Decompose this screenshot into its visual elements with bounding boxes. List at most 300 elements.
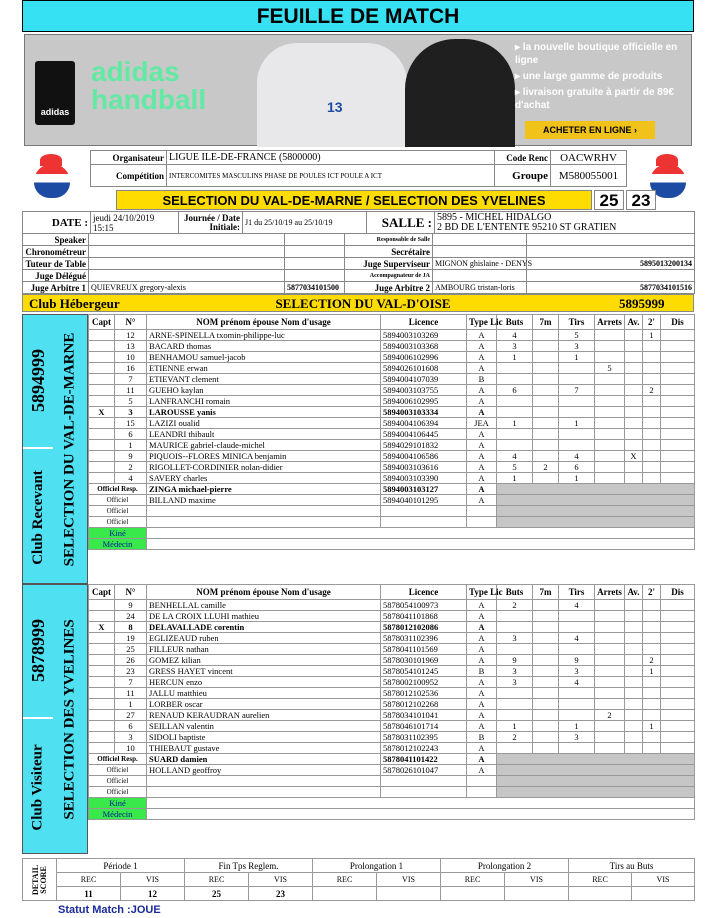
player-7m	[533, 732, 559, 743]
player-shots	[559, 374, 595, 385]
player-licence-type: A	[467, 699, 497, 710]
player-goals	[497, 396, 533, 407]
player-licence-type: A	[467, 363, 497, 374]
player-warning	[625, 407, 643, 418]
player-goals	[497, 699, 533, 710]
player-row	[89, 655, 695, 666]
period-header: Tirs au Buts	[569, 859, 695, 873]
adidas-banner[interactable]	[24, 34, 692, 146]
staff-blank	[497, 776, 695, 787]
player-2min	[643, 451, 661, 462]
player-warning	[625, 688, 643, 699]
organisateur-value: LIGUE ILE-DE-FRANCE (5800000)	[167, 151, 495, 165]
player-name: SIDOLI baptiste	[147, 732, 381, 743]
staff-blank	[497, 787, 695, 798]
rec-label: REC	[569, 873, 632, 887]
player-shots: 3	[559, 341, 595, 352]
player-licence: 5894026101608	[381, 363, 467, 374]
player-captain	[89, 341, 115, 352]
player-shots: 9	[559, 655, 595, 666]
player-number: 5	[115, 396, 147, 407]
player-photo-icon: 13	[257, 43, 407, 147]
rec-score: 11	[57, 887, 121, 901]
player-number: 6	[115, 429, 147, 440]
player-licence: 5878054101245	[381, 666, 467, 677]
player-2min	[643, 352, 661, 363]
player-captain	[89, 330, 115, 341]
player-2min	[643, 611, 661, 622]
player-captain	[89, 363, 115, 374]
player-shots	[559, 699, 595, 710]
promo-line: ▸ une large gamme de produits	[515, 71, 663, 82]
player-7m	[533, 440, 559, 451]
roster-header	[89, 585, 695, 600]
secretaire-label: Secrétaire	[345, 246, 433, 258]
player-goals: 3	[497, 677, 533, 688]
player-captain	[89, 633, 115, 644]
player-licence: 5878030101969	[381, 655, 467, 666]
staff-blank	[497, 506, 695, 517]
player-shots	[559, 363, 595, 374]
player-captain	[89, 473, 115, 484]
player-name: FILLEUR nathan	[147, 644, 381, 655]
home-side-panel	[22, 314, 88, 584]
detail-score-label: DETAIL SCORE	[23, 859, 57, 901]
player-warning	[625, 418, 643, 429]
staff-row	[89, 776, 695, 787]
player-7m	[533, 407, 559, 418]
staff-name: ZINGA michael-pierre	[147, 484, 381, 495]
player-number: 7	[115, 677, 147, 688]
staff-blank	[497, 484, 695, 495]
arbitre2-label: Juge Arbitre 2	[345, 282, 433, 294]
player-licence-type: B	[467, 374, 497, 385]
player-licence-type: A	[467, 330, 497, 341]
player-captain	[89, 677, 115, 688]
player-saves: 5	[595, 363, 625, 374]
delegue-label: Juge Délégué	[23, 270, 89, 282]
player-name: MAURICE gabriel-claude-michel	[147, 440, 381, 451]
player-2min: 1	[643, 666, 661, 677]
player-licence-type: A	[467, 385, 497, 396]
player-name: GOMEZ kilian	[147, 655, 381, 666]
header-av: Av.	[625, 315, 643, 330]
player-warning	[625, 622, 643, 633]
player-7m	[533, 418, 559, 429]
header-capt: Capt	[89, 585, 115, 600]
player-saves	[595, 677, 625, 688]
player-disqualification	[661, 374, 695, 385]
player-licence: 5894003103616	[381, 462, 467, 473]
vis-score: 23	[249, 887, 313, 901]
staff-row	[89, 539, 695, 550]
player-shots: 1	[559, 473, 595, 484]
player-row	[89, 688, 695, 699]
player-licence: 5878054100973	[381, 600, 467, 611]
player-saves	[595, 633, 625, 644]
player-name: SAVERY charles	[147, 473, 381, 484]
player-licence: 5894003103368	[381, 341, 467, 352]
player-warning	[625, 429, 643, 440]
player-goals: 4	[497, 330, 533, 341]
player-disqualification	[661, 363, 695, 374]
player-name: RENAUD KERAUDRAN aurelien	[147, 710, 381, 721]
player-goals	[497, 622, 533, 633]
staff-row	[89, 754, 695, 765]
player-disqualification	[661, 473, 695, 484]
header-buts: Buts	[497, 315, 533, 330]
away-team-name: SELECTION DES YVELINES	[61, 618, 78, 820]
staff-medecin-value	[147, 809, 695, 820]
vis-score	[377, 887, 441, 901]
player-2min	[643, 732, 661, 743]
tuteur-label: Tuteur de Table	[23, 258, 89, 270]
vis-label: VIS	[632, 873, 695, 887]
player-2min	[643, 688, 661, 699]
shop-online-button[interactable]: ACHETER EN LIGNE ›	[525, 121, 655, 139]
player-warning	[625, 721, 643, 732]
vis-label: VIS	[377, 873, 441, 887]
player-captain	[89, 699, 115, 710]
superviseur-label: Juge Superviseur	[345, 258, 433, 270]
player-2min	[643, 341, 661, 352]
player-captain	[89, 429, 115, 440]
player-licence: 5878012102086	[381, 622, 467, 633]
player-captain	[89, 440, 115, 451]
player-licence-type: A	[467, 743, 497, 754]
player-disqualification	[661, 721, 695, 732]
player-7m	[533, 666, 559, 677]
player-saves	[595, 644, 625, 655]
player-captain	[89, 385, 115, 396]
club-hebergeur: Club Hébergeur SELECTION DU VAL-D'OISE 5895999	[22, 294, 694, 312]
competition-value: INTERCOMITES MASCULINS PHASE DE POULES ICT POULE A ICT	[167, 165, 495, 187]
player-captain	[89, 611, 115, 622]
home-roster	[88, 314, 695, 550]
player-number: 6	[115, 721, 147, 732]
player-warning	[625, 352, 643, 363]
score-away: 23	[626, 190, 656, 210]
player-licence-type: B	[467, 732, 497, 743]
player-shots: 1	[559, 418, 595, 429]
player-licence-type: A	[467, 407, 497, 418]
player-warning	[625, 330, 643, 341]
player-captain	[89, 396, 115, 407]
player-row	[89, 473, 695, 484]
player-row	[89, 699, 695, 710]
player-saves	[595, 462, 625, 473]
player-number: 10	[115, 352, 147, 363]
page-title: FEUILLE DE MATCH	[22, 0, 694, 32]
player-disqualification	[661, 418, 695, 429]
player-warning	[625, 440, 643, 451]
player-saves	[595, 385, 625, 396]
player-number: 9	[115, 451, 147, 462]
player-warning	[625, 699, 643, 710]
player-shots	[559, 407, 595, 418]
player-licence: 5894004106445	[381, 429, 467, 440]
staff-kine-value	[147, 798, 695, 809]
player-name: GUEHO kaylan	[147, 385, 381, 396]
player-warning	[625, 611, 643, 622]
player-saves	[595, 429, 625, 440]
staff-licence	[381, 776, 467, 787]
vis-label: VIS	[505, 873, 569, 887]
player-licence-type: A	[467, 462, 497, 473]
player-2min	[643, 743, 661, 754]
rec-score	[441, 887, 505, 901]
player-name: JALLU matthieu	[147, 688, 381, 699]
player-goals: 5	[497, 462, 533, 473]
player-goals: 2	[497, 600, 533, 611]
player-shots: 4	[559, 677, 595, 688]
player-goals: 1	[497, 418, 533, 429]
player-warning	[625, 341, 643, 352]
officials-table	[22, 233, 695, 294]
player-goals: 2	[497, 732, 533, 743]
staff-role: Officiel Resp.	[89, 754, 147, 765]
home-side-label: Club Recevant	[29, 469, 46, 565]
player-shots: 4	[559, 451, 595, 462]
player-licence: 5894003103269	[381, 330, 467, 341]
superviseur-name: MIGNON ghislaine - DENYS	[433, 258, 527, 270]
player-licence-type: A	[467, 721, 497, 732]
code-renc-label: Code Renc	[495, 151, 551, 165]
player-licence-type: A	[467, 677, 497, 688]
player-goals	[497, 688, 533, 699]
player-shots	[559, 440, 595, 451]
player-2min	[643, 440, 661, 451]
player-number: 9	[115, 600, 147, 611]
player-goals	[497, 644, 533, 655]
player-licence: 5878034101041	[381, 710, 467, 721]
player-warning	[625, 462, 643, 473]
player-name: EGLIZEAUD ruben	[147, 633, 381, 644]
player-licence-type: A	[467, 451, 497, 462]
player-2min	[643, 644, 661, 655]
player-name: LEANDRI thibault	[147, 429, 381, 440]
staff-row	[89, 506, 695, 517]
player-licence: 5878012102268	[381, 699, 467, 710]
banner-sport: handball	[91, 84, 207, 115]
player-warning	[625, 633, 643, 644]
vis-label: VIS	[249, 873, 313, 887]
player-warning	[625, 743, 643, 754]
player-goals: 4	[497, 451, 533, 462]
player-row	[89, 363, 695, 374]
player-goals: 1	[497, 473, 533, 484]
header-arrets: Arrets	[595, 315, 625, 330]
player-warning	[625, 666, 643, 677]
header-licence: Licence	[381, 315, 467, 330]
player-disqualification	[661, 622, 695, 633]
player-number: 15	[115, 418, 147, 429]
player-name: ETIEVANT clement	[147, 374, 381, 385]
player-saves	[595, 341, 625, 352]
header-tirs: Tirs	[559, 585, 595, 600]
date-label: DATE :	[23, 212, 91, 234]
player-7m	[533, 330, 559, 341]
player-disqualification	[661, 352, 695, 363]
player-licence: 5878012102243	[381, 743, 467, 754]
player-saves	[595, 611, 625, 622]
player-7m	[533, 644, 559, 655]
salle-label: SALLE :	[367, 212, 435, 234]
player-shots: 4	[559, 600, 595, 611]
staff-blank	[497, 765, 695, 776]
player-7m	[533, 721, 559, 732]
player-number: 1	[115, 699, 147, 710]
player-number: 3	[115, 732, 147, 743]
player-disqualification	[661, 677, 695, 688]
staff-row	[89, 528, 695, 539]
player-2min: 1	[643, 330, 661, 341]
chrono-label: Chronométreur	[23, 246, 89, 258]
staff-kine-label: Kiné	[89, 798, 147, 809]
ffhb-rooster-icon	[26, 152, 76, 202]
player-captain	[89, 462, 115, 473]
player-number: 23	[115, 666, 147, 677]
header-licence: Licence	[381, 585, 467, 600]
groupe-value: M580055001	[551, 165, 627, 187]
player-number: 1	[115, 440, 147, 451]
player-disqualification	[661, 710, 695, 721]
home-team-name: SELECTION DU VAL-DE-MARNE	[61, 332, 78, 566]
player-number: 26	[115, 655, 147, 666]
player-shots	[559, 611, 595, 622]
resp-salle-label: Responsable de Salle	[345, 234, 433, 246]
player-saves	[595, 655, 625, 666]
staff-licence	[381, 506, 467, 517]
period-header: Fin Tps Reglem.	[185, 859, 313, 873]
player-shots	[559, 622, 595, 633]
match-teams: SELECTION DU VAL-DE-MARNE / SELECTION DES YVELINES	[116, 190, 592, 210]
header-num: N°	[115, 315, 147, 330]
player-disqualification	[661, 644, 695, 655]
player-licence: 5878031102396	[381, 633, 467, 644]
arbitre1-licence: 5877034101500	[285, 282, 345, 294]
player-saves	[595, 699, 625, 710]
staff-role: Officiel	[89, 787, 147, 798]
player-warning	[625, 710, 643, 721]
player-row	[89, 677, 695, 688]
header-nom: NOM prénom épouse Nom d'usage	[147, 585, 381, 600]
player-saves	[595, 407, 625, 418]
header-arrets: Arrets	[595, 585, 625, 600]
player-licence-type: A	[467, 655, 497, 666]
player-saves	[595, 440, 625, 451]
player-name: THIEBAUT gustave	[147, 743, 381, 754]
player-2min	[643, 677, 661, 688]
player-row	[89, 462, 695, 473]
header-nom: NOM prénom épouse Nom d'usage	[147, 315, 381, 330]
player-disqualification	[661, 666, 695, 677]
player-goals	[497, 407, 533, 418]
journee-value: J1 du 25/10/19 au 25/10/19	[243, 212, 367, 234]
player-licence: 5878002100952	[381, 677, 467, 688]
staff-blank	[497, 754, 695, 765]
player-shots: 3	[559, 666, 595, 677]
player-licence-type: A	[467, 440, 497, 451]
staff-name: SUARD damien	[147, 754, 381, 765]
player-licence: 5894006102996	[381, 352, 467, 363]
player-disqualification	[661, 440, 695, 451]
arbitre2-name: AMBOURG tristan-loris	[433, 282, 527, 294]
player-row	[89, 721, 695, 732]
player-row	[89, 644, 695, 655]
player-disqualification	[661, 633, 695, 644]
player-goals	[497, 743, 533, 754]
player-saves	[595, 418, 625, 429]
player-7m	[533, 396, 559, 407]
staff-licence-type: A	[467, 765, 497, 776]
period-header: Prolongation 2	[441, 859, 569, 873]
staff-medecin-label: Médecin	[89, 809, 147, 820]
player-licence: 5878041101868	[381, 611, 467, 622]
player-row	[89, 341, 695, 352]
player-number: 11	[115, 385, 147, 396]
away-side-panel	[22, 584, 88, 854]
player-disqualification	[661, 396, 695, 407]
player-number: 27	[115, 710, 147, 721]
player-goals	[497, 429, 533, 440]
player-licence: 5894006102995	[381, 396, 467, 407]
player-2min	[643, 633, 661, 644]
player-2min	[643, 374, 661, 385]
staff-role: Officiel	[89, 765, 147, 776]
player-captain	[89, 644, 115, 655]
player-licence: 5894029101832	[381, 440, 467, 451]
header-dis: Dis	[661, 585, 695, 600]
player-name: DE LA CROIX LLUHI mathieu	[147, 611, 381, 622]
player-photo-icon	[405, 39, 515, 147]
competition-label: Compétition	[91, 165, 167, 187]
code-renc-value: OACWRHV	[551, 151, 627, 165]
player-disqualification	[661, 743, 695, 754]
staff-role: Officiel	[89, 776, 147, 787]
player-warning	[625, 677, 643, 688]
match-sheet	[22, 0, 694, 918]
staff-licence: 5894003103127	[381, 484, 467, 495]
player-shots	[559, 710, 595, 721]
player-captain	[89, 743, 115, 754]
staff-row	[89, 517, 695, 528]
player-name: ARNE-SPINELLA txomin-philippe-luc	[147, 330, 381, 341]
player-7m	[533, 710, 559, 721]
player-2min	[643, 363, 661, 374]
rec-score	[569, 887, 632, 901]
player-shots	[559, 429, 595, 440]
player-disqualification	[661, 600, 695, 611]
staff-licence-type	[467, 776, 497, 787]
player-disqualification	[661, 462, 695, 473]
staff-kine-label: Kiné	[89, 528, 147, 539]
player-row	[89, 451, 695, 462]
player-number: 12	[115, 330, 147, 341]
player-licence: 5894004106586	[381, 451, 467, 462]
player-licence: 5894003103755	[381, 385, 467, 396]
player-row	[89, 732, 695, 743]
staff-role: Officiel	[89, 517, 147, 528]
player-7m	[533, 363, 559, 374]
header-m7: 7m	[533, 315, 559, 330]
player-row	[89, 385, 695, 396]
banner-promo	[515, 41, 687, 115]
player-captain	[89, 600, 115, 611]
promo-line: ▸ livraison gratuite à partir de 89€ d'achat	[515, 87, 674, 111]
player-warning	[625, 644, 643, 655]
player-7m	[533, 600, 559, 611]
